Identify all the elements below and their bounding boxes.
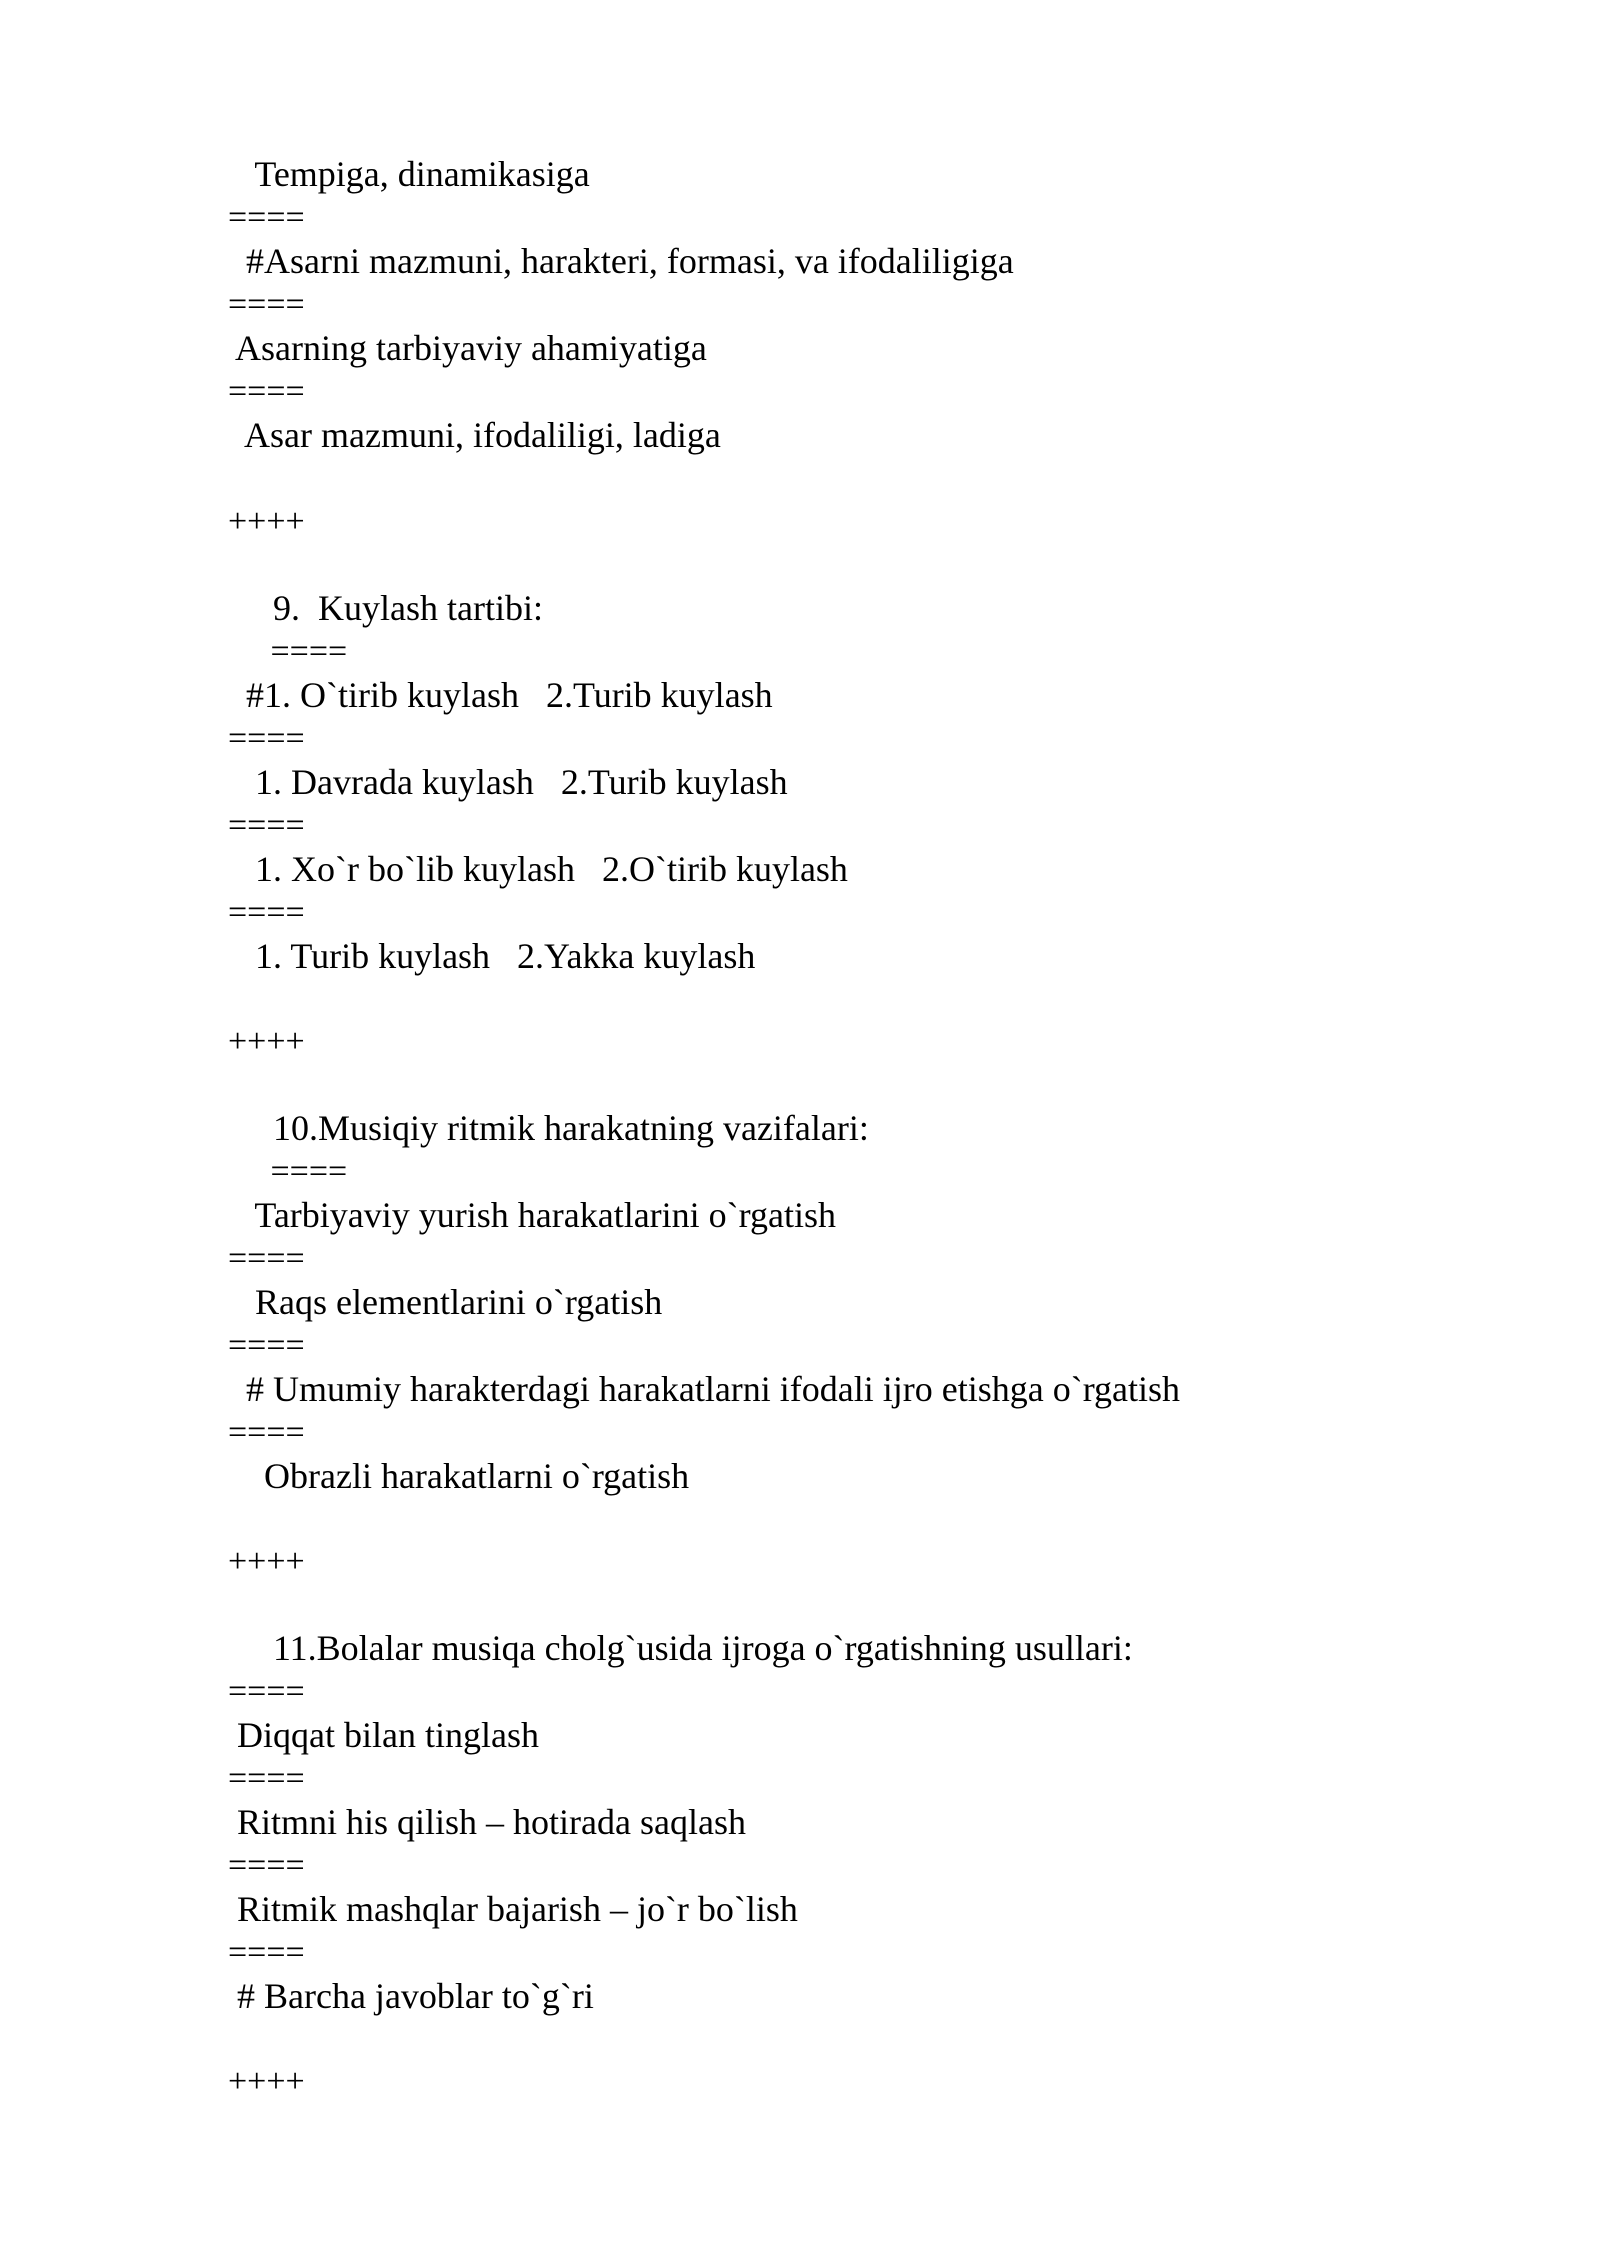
question-title: 9. Kuylash tartibi: — [228, 588, 543, 628]
question-title: 10.Musiqiy ritmik harakatning vazifalari: — [228, 1108, 869, 1148]
question-title: 11.Bolalar musiqa cholg`usida ijroga o`rgatishning usullari: — [228, 1628, 1133, 1668]
separator: ==== — [228, 286, 305, 323]
question-end-marker: ++++ — [228, 503, 305, 540]
separator: ==== — [228, 633, 348, 670]
answer-option: Raqs elementlarini o`rgatish — [228, 1282, 663, 1322]
answer-option: Asar mazmuni, ifodaliligi, ladiga — [228, 415, 721, 455]
answer-option: Asarning tarbiyaviy ahamiyatiga — [228, 328, 707, 368]
separator: ==== — [228, 720, 305, 757]
answer-option-correct: # Barcha javoblar to`g`ri — [228, 1976, 594, 2016]
answer-option: Ritmik mashqlar bajarish – jo`r bo`lish — [228, 1889, 798, 1929]
answer-option-correct: #1. O`tirib kuylash 2.Turib kuylash — [228, 675, 773, 715]
answer-option: 1. Davrada kuylash 2.Turib kuylash — [228, 762, 788, 802]
answer-option: Obrazli harakatlarni o`rgatish — [228, 1456, 690, 1496]
separator: ==== — [228, 1240, 305, 1277]
separator: ==== — [228, 1414, 305, 1451]
answer-option: 1. Turib kuylash 2.Yakka kuylash — [228, 936, 756, 976]
separator: ==== — [228, 1760, 305, 1797]
answer-option: Ritmni his qilish – hotirada saqlash — [228, 1802, 746, 1842]
separator: ==== — [228, 894, 305, 931]
separator: ==== — [228, 1847, 305, 1884]
answer-option-correct: #Asarni mazmuni, harakteri, formasi, va ifodaliligiga — [228, 241, 1014, 281]
question-end-marker: ++++ — [228, 1543, 305, 1580]
separator: ==== — [228, 1153, 348, 1190]
question-end-marker: ++++ — [228, 2063, 305, 2100]
answer-option: Diqqat bilan tinglash — [228, 1715, 539, 1755]
answer-option: Tempiga, dinamikasiga — [228, 154, 590, 194]
separator: ==== — [228, 199, 305, 236]
separator: ==== — [228, 373, 305, 410]
answer-option: Tarbiyaviy yurish harakatlarini o`rgatish — [228, 1195, 836, 1235]
separator: ==== — [228, 1673, 305, 1710]
question-end-marker: ++++ — [228, 1023, 305, 1060]
separator: ==== — [228, 807, 305, 844]
answer-option-correct: # Umumiy harakterdagi harakatlarni ifodali ijro etishga o`rgatish — [228, 1369, 1181, 1409]
answer-option: 1. Xo`r bo`lib kuylash 2.O`tirib kuylash — [228, 849, 848, 889]
separator: ==== — [228, 1327, 305, 1364]
separator: ==== — [228, 1934, 305, 1971]
